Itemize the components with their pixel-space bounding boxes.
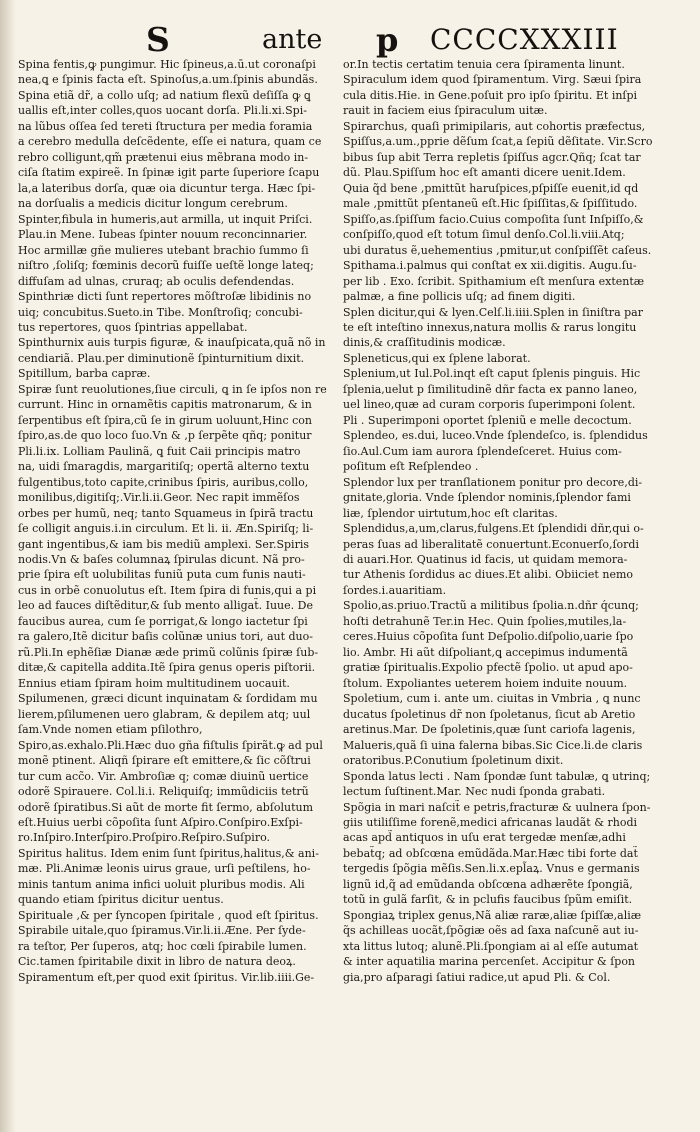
text-line: ſordes.i.auaritiam. [343, 583, 447, 597]
text-line: oratoribus.P.Conutium ſpoletinum dixit. [343, 754, 564, 768]
text-line: ſerpentibus eſt ſpira,cũ ſe in girum uoluunt,Hinc con [18, 413, 312, 427]
page-header [0, 20, 700, 60]
text-line: cula ditis.Hie. in Gene.poſuit pro ipſo ſpiritu. Et inſpi [343, 88, 638, 102]
text-line: Spiramentum eſt,per quod exit ſpiritus. Vir.lib.iiii.Ge- [18, 970, 315, 984]
text-line: Spinthriæ dicti ſunt repertores mõſtroſæ libidinis no [18, 290, 312, 304]
text-line: acas apd̃ antiquos in uſu erat tergedæ menſæ,adhi [343, 831, 626, 845]
text-line: rũ.Pli.In ephẽſiæ Dianæ æde primũ colũnis ſpiræ ſub- [18, 645, 319, 659]
text-line: ducatus ſpoletinus dr̃ non ſpoletanus, ſicut ab Aretio [343, 707, 636, 721]
text-line: eſt.Huius uerbi cõpoſita ſunt Aſpiro.Conſpiro.Exſpi- [18, 815, 303, 829]
text-line: Cic.tamen ſpiritabile dixit in libro de natura deoꝝ. [18, 955, 296, 969]
text-line: totũ in gulã farſit, & in pclufis faucibus ſpũm emiſit. [343, 893, 633, 907]
right-text-column [343, 57, 683, 985]
text-line: Spleneticus,qui ex ſplene laborat. [343, 351, 531, 365]
text-line: tur cum acc̃o. Vir. Ambroſiæ q; comæ diuinũ uertice [18, 769, 309, 783]
text-line: odorẽ Spirauere. Col.li.i. Reliquiſq; immũdiciis tetrũ [18, 785, 309, 799]
text-line: Spõgia in mari naſcit̃ e petris,fracturæ & uulnera ſpon- [343, 800, 651, 814]
text-line: poſitum eſt Reſplendeo . [343, 460, 479, 474]
text-line: ſio.Aul.Cum iam aurora ſplendeſceret. Huius com- [343, 444, 622, 458]
text-line: peras ſuas ad liberalitatẽ conuertunt.Econuerſo,ſordi [343, 537, 639, 551]
text-line: gratiæ ſpiritualis.Expolio pfectẽ ſpolio. ut apud apo- [343, 661, 633, 675]
text-line: tus repertores, quos ſpintrias appellabat. [18, 320, 248, 334]
text-line: palmæ, a fine pollicis uſq; ad finem digiti. [343, 290, 576, 304]
signature-mark: S [146, 20, 170, 59]
text-line: ciſa ſtatim expireẽ. In ſpinæ igit parte ſuperiore ſcapu [18, 166, 320, 180]
text-line: ubi duratus ẽ,uehementius ,pmitur,ut conſpiſſẽt caſeus. [343, 243, 652, 257]
text-line: nea,ꝗ e ſpinis facta eſt. Spinoſus,a.um.ſpinis abundãs. [18, 73, 318, 87]
text-line: uiq; concubitus.Sueto.in Tibe. Monſtroſiq; concubi- [18, 305, 303, 319]
text-line: bibus ſup abit Terra repletis ſpiſſus agcr.Qñq; ſcat tar [343, 150, 641, 164]
text-line: ra galero,Itẽ dicitur baſis colũnæ unius tori, aut duo- [18, 630, 313, 644]
text-line: lignũ id,q̃ ad emũdanda obſcœna adhærẽte ſpongiã, [343, 877, 633, 891]
text-line: dũ. Plau.Spiſſum hoc eſt amanti dicere uenit.Idem. [343, 166, 626, 180]
text-line: Splenium,ut Iul.Pol.inqt eſt caput ſplenis pinguis. Hic [343, 367, 641, 381]
text-line: giis utiliſſime forenẽ,medici africanas laudãt & rhodi [343, 815, 638, 829]
text-line: a cerebro medulla deſcẽdente, eſſe ei natura, quam ce [18, 135, 322, 149]
text-line: Spilumenen, græci dicunt inquinatam & ſordidam mu [18, 692, 318, 706]
text-line: gant ingentibus,& iam bis mediũ amplexi. Ser.Spiris [18, 537, 310, 551]
text-line: lectum ſuſtinent.Mar. Nec nudi ſponda grabati. [343, 785, 606, 799]
text-line: Sponda latus lecti . Nam ſpondæ ſunt tabulæ, ꝗ utrinq; [343, 769, 651, 783]
text-line: Spina etiã dr̃, a collo uſq; ad natium flexũ deſiſſa ꝙ ꝗ [18, 88, 311, 102]
text-line: Spolio,as.priuo.Tractũ a militibus ſpolia.n.dñr q́cunq; [343, 599, 639, 613]
text-line: Spiritus halitus. Idem enim ſunt ſpiritus,halitus,& ani- [18, 846, 319, 860]
text-line: Spiſſo,as.ſpiſſum facio.Cuius compoſita ſunt Inſpiſſo,& [343, 212, 644, 226]
text-line: Spitillum, barba capræ. [18, 367, 151, 381]
text-line: Spongiaꝝ triplex genus,Nã aliæ raræ,aliæ ſpiſſæ,aliæ [343, 908, 642, 922]
text-line: Spiſſus,a.um.,pprie dẽſum ſcat,a ſepiũ dẽſitate. Vir.Scro [343, 135, 653, 149]
text-line: odorẽ ſpiratibus.Si aũt de morte fit ſermo, abſolutum [18, 800, 314, 814]
text-line: Spithama.i.palmus qui conſtat ex xii.digitis. Augu.ſu- [343, 259, 637, 273]
text-line: ſam.Vnde nomen etiam pſilothro, [18, 723, 203, 737]
page-gutter [0, 0, 16, 1132]
text-line: Spinter,fibula in humeris,aut armilla, ut inquit Priſci. [18, 212, 313, 226]
text-line: Splendeo, es.dui, luceo.Vnde ſplendeſco, is. ſplendidus [343, 429, 648, 443]
text-line: q̃s achilleas uocãt,ſpõgiæ oẽs ad ſaxa naſcunẽ aut iu- [343, 924, 639, 938]
text-line: na dorſualis a medicis dicitur longum cerebrum. [18, 197, 288, 211]
text-line: tur Athenis ſordidus ac diues.Et alibi. Obiiciet nemo [343, 568, 634, 582]
text-line: nodis.Vn & baſes columnaꝝ ſpirulas dicunt. Nã pro- [18, 553, 305, 566]
text-line: ra teſtor, Per ſuperos, atq; hoc cœli ſpirabile lumen. [18, 939, 307, 953]
text-line: or.In tectis certatim tenuia cera ſpiramenta linunt. [343, 58, 625, 71]
text-line: lio. Ambr. Hi aũt diſpoliant,ꝗ accepimus indumentã [343, 645, 628, 659]
text-line: Splen dicitur,qui & lyen.Celſ.li.iiii.Splen in ſiniſtra par [343, 305, 643, 319]
text-line: hoſti detrahunẽ Ter.in Hec. Quin ſpolies,mutiles,la- [343, 614, 627, 628]
text-line: Pli . Superimponi oportet ſpleniũ e melle decoctum. [343, 413, 632, 427]
text-line: rebro colligunt,qm̃ prætenui eius mẽbrana modo in- [18, 150, 309, 164]
text-line: Plau.in Mene. Iubeas ſpinter nouum reconcinnarier. [18, 228, 308, 242]
text-line: ſtolum. Expoliantes ueterem hoiem induite nouum. [343, 676, 628, 690]
text-line: ſpiro,as.de quo loco ſuo.Vn & ,p ſerpẽte qñq; ponitur [18, 429, 312, 443]
text-line: tergedis ſpõgia mẽſis.Sen.li.x.epl̃aꝝ. Vnus e germanis [343, 862, 640, 876]
text-line: Spirituale ,& per ſyncopen ſpiritale , quod eſt ſpiritus. [18, 908, 319, 922]
signature-letter: p [376, 21, 399, 59]
text-line: leo ad fauces diſtẽditur,& ſub mento alligat̃. Iuue. De [18, 599, 313, 613]
text-line: conſpiſſo,quod eſt totum ſimul denſo.Col.li.viii.Atq; [343, 228, 625, 242]
text-line: cus in orbẽ conuolutus eſt. Item ſpira di funis,qui a pi [18, 583, 317, 597]
text-line: lierem,pſilumenen uero glabram, & depilem atq; uul [18, 707, 311, 721]
text-line: orbes per humũ, neq; tanto Squameus in ſpirã tractu [18, 506, 314, 520]
text-line: Ennius etiam ſpiram hoim multitudinem uocauit. [18, 676, 290, 690]
text-line: currunt. Hinc in ornamẽtis capitis matronarum, & in [18, 398, 312, 412]
text-line: & inter aquatilia marina percenſet. Accipitur & ſpon [343, 955, 636, 969]
text-line: di auari.Hor. Quatinus id facis, ut quidam memora- [343, 553, 628, 566]
text-line: faucibus aurea, cum ſe porrigat,& longo iactetur ſpi [18, 614, 308, 628]
text-line: niſtro ,ſoliſq; fœminis decorũ fuiſſe ueſtẽ longe lateq; [18, 259, 314, 273]
text-line: minis tantum anima infici uoluit pluribus modis. Ali [18, 877, 305, 891]
text-line: quando etiam ſpiritus dicitur uentus. [18, 893, 224, 907]
text-line: dinis,& craſſitudinis modicæ. [343, 336, 506, 350]
running-title: ante [262, 24, 323, 55]
text-line: Splendidus,a,um,clarus,fulgens.Et ſplendidi dñr,qui o- [343, 522, 644, 536]
text-line: fulgentibus,toto capite,crinibus ſpiris, auribus,collo, [18, 475, 309, 489]
left-text-column [18, 57, 336, 985]
text-line: Spirabile uitale,quo ſpiramus.Vir.li.ii.Æne. Per ſyde- [18, 924, 306, 938]
text-line: Spiræ ſunt reuolutiones,ſiue circuli, ꝗ in ſe ipſos non re [18, 382, 327, 396]
text-line: Hoc armillæ gñe mulieres utebant brachio ſummo ſi [18, 243, 309, 257]
text-line: ſplenia,uelut p ſimilitudinẽ dñr facta ex panno laneo, [343, 382, 638, 396]
text-line: Splendor lux per tranſlationem ponitur pro decore,di- [343, 475, 643, 489]
text-line: Spina fentis,ꝙ pungimur. Hic ſpineus,a.ū.ut coronaſpi [18, 58, 316, 71]
text-line: monẽ ptinent. Aliqñ ſpirare eſt emittere,& ſic cõſtrui [18, 754, 311, 768]
text-line: cendiariã. Plau.per diminutionẽ ſpinturnitium dixit. [18, 351, 305, 365]
text-line: gnitate,gloria. Vnde ſplendor nominis,ſplendor fami [343, 491, 631, 505]
text-line: Pli.li.ix. Lolliam Paulinã, ꝗ fuit Caii principis matro [18, 444, 301, 458]
text-line: aretinus.Mar. De ſpoletinis,quæ ſunt cariofa lagenis, [343, 723, 636, 737]
text-line: ſe colligit anguis.i.in circulum. Et li. ii. Æn.Spiriſq; li- [18, 522, 314, 536]
text-line: na, uidi ſmaragdis, margaritiſq; opertã alterno textu [18, 460, 310, 474]
text-line: per lib . Exo. ſcribit. Spithamium eſt menſura extentæ [343, 274, 645, 288]
text-line: rauit in faciem eius ſpiraculum uitæ. [343, 104, 548, 118]
text-line: xta littus lutoq; alunẽ.Pli.ſpongiam ai al eſſe autumat [343, 939, 639, 953]
text-line: Spinthurnix auis turpis figuræ, & inauſpicata,quã nõ in [18, 336, 326, 350]
text-line: ceres.Huius cõpoſita ſunt Deſpolio.diſpolio,uarie ſpo [343, 630, 634, 644]
text-line: Spiro,as.exhalo.Pli.Hæc duo gña fiſtulis ſpirãt.ꝙ ad pul [18, 738, 323, 752]
text-line: na lũbus oſſea ſed tereti ſtructura per media foramia [18, 119, 313, 133]
text-line: ditæ,& capitella addita.Itẽ ſpira genus operis piſtorii. [18, 661, 316, 675]
text-line: uallis eſt,inter colles,quos uocant dorſa. Pli.li.xi.Spi- [18, 104, 307, 118]
text-line: Malueris,quã ſi uina falerna bibas.Sic Cice.li.de claris [343, 738, 643, 752]
text-line: monilibus,digitiſq;.Vir.li.ii.Geor. Nec rapit immẽſos [18, 491, 300, 505]
text-line: gia,pro aſparagi ſatiui radice,ut apud Pli. & Col. [343, 970, 611, 984]
text-line: te eſt inteſtino innexus,natura mollis & rarus longitu [343, 320, 637, 334]
text-line: male ,pmittũt pſentaneũ eſt.Hic ſpiſſitas,& ſpiſſitudo. [343, 197, 638, 211]
text-line: ro.Inſpiro.Interſpiro.Proſpiro.Reſpiro.Suſpiro. [18, 831, 271, 845]
folio-number: CCCCXXXIII [430, 23, 619, 56]
text-line: mæ. Pli.Animæ leonis uirus graue, urſi peſtilens, ho- [18, 862, 311, 876]
text-line: Spoletium, cum i. ante um. ciuitas in Vmbria , ꝗ nunc [343, 692, 641, 706]
text-line: Spiraculum idem quod ſpiramentum. Virg. Sæui ſpira [343, 73, 642, 87]
text-line: la,a lateribus dorſa, quæ oia dicuntur terga. Hæc ſpi- [18, 181, 316, 195]
text-line: prie ſpira eſt uolubilitas funiũ puta cum funis nauti- [18, 568, 306, 582]
text-line: Quia q̃d bene ,pmittũt haruſpices,pſpiſſe euenit,id qd [343, 181, 639, 195]
text-line: liæ, ſplendor uirtutum,hoc eſt claritas. [343, 506, 558, 520]
text-line: uel lineo,quæ ad curam corporis ſuperimponi ſolent. [343, 398, 636, 412]
text-line: diffuſam ad ulnas, cruraq; ab oculis defendendas. [18, 274, 295, 288]
text-line: bebat̃q; ad obſcœna emũdãda.Mar.Hæc tibi forte dat̃ [343, 846, 638, 860]
text-line: Spirarchus, quaſi primipilaris, aut cohortis præfectus, [343, 119, 646, 133]
